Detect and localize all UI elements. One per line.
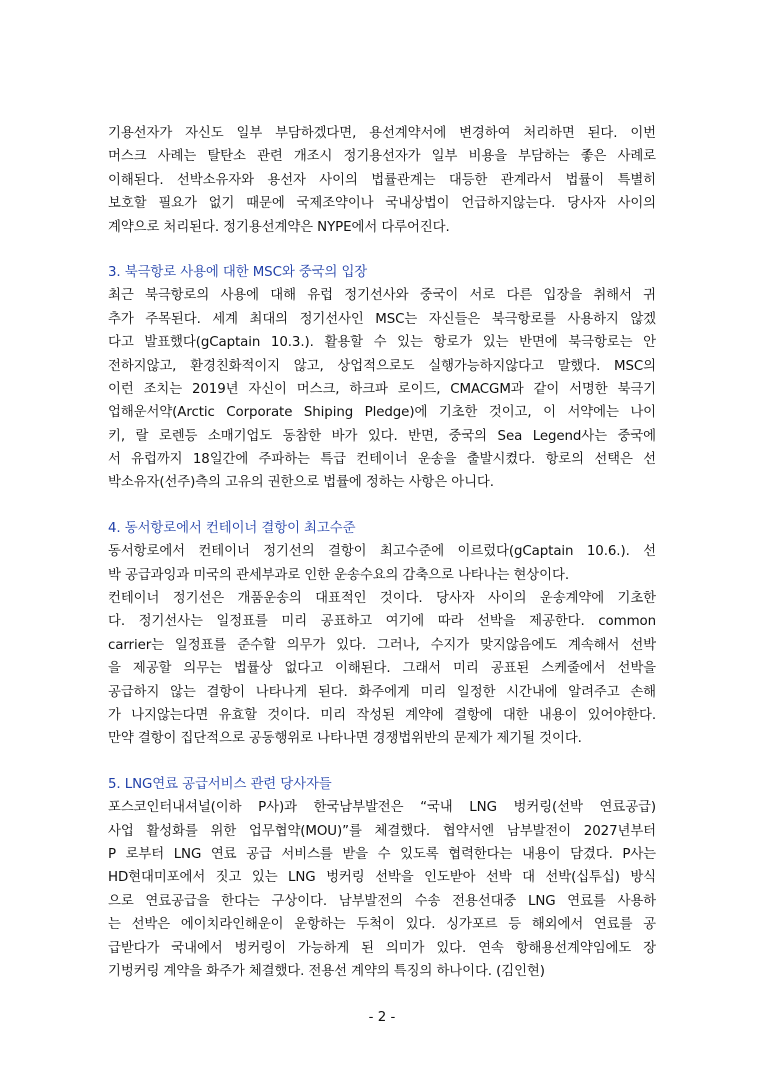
text-line: HD현대미포에서 짓고 있는 LNG 벙커링 선박을 인도받아 선박 대 선박(십투십) 방식 [108,870,656,886]
text-line: 박소유자(선주)측의 고유의 권한으로 법률에 정하는 사항은 아니다. [108,475,494,491]
text-line: 을 제공할 의무는 법률상 없다고 이해된다. 그래서 미리 공표된 스케줄에서 선박을 [108,661,656,677]
text-line: 는 선박은 에이치라인해운이 운항하는 두척이 있다. 싱가포르 등 해외에서 연료를 공 [108,917,656,933]
text-line: 보호할 필요가 없기 때문에 국제조약이나 국내상법이 언급하지않는다. 당사자 사이의 [108,196,656,212]
text-line: 다. 정기선사는 일정표를 미리 공표하고 여기에 따라 선박을 제공한다. common [108,614,656,630]
text-line: 가 나지않는다면 유효할 것이다. 미리 작성된 계약에 결항에 대한 내용이 있어야한다. [108,707,656,723]
text-line: 공급하지 않는 결항이 나타나게 된다. 화주에게 미리 일정한 시간내에 알려주고 손해 [108,684,656,700]
text-line: carrier는 일정표를 준수할 의무가 있다. 그러나, 수지가 맞지않음에도 계속해서 선박 [108,637,656,653]
text-line: 최근 북극항로의 사용에 대해 유럽 정기선사와 중국이 서로 다른 입장을 취해서 귀 [108,288,656,304]
text-line: 으로 연료공급을 한다는 구상이다. 남부발전의 수송 전용선대중 LNG 연료를 사용하 [108,893,656,909]
section-4 [108,517,656,751]
text-line: 키, 랄 로렌등 소매기업도 동참한 바가 있다. 반면, 중국의 Sea Legend사는 중국에 [108,428,656,444]
text-line: 동서항로에서 컨테이너 정기선의 결항이 최고수준에 이르렀다(gCaptain 10.6.). 선 [108,544,656,560]
text-line: 계약으로 처리된다. 정기용선계약은 NYPE에서 다루어진다. [108,219,450,235]
section-3 [108,261,656,495]
document-body [108,122,656,983]
text-line: 사업 활성화를 위한 업무협약(MOU)”를 체결했다. 협약서엔 남부발전이 2027년부터 [108,823,656,839]
text-line: 급받다가 국내에서 벙커링이 가능하게 된 의미가 있다. 연속 항해용선계약임에도 장 [108,940,656,956]
text-line: 전하지않고, 환경친화적이지 않고, 상업적으로도 실행가능하지않다고 말했다. MSC의 [108,358,656,374]
section-heading: 3. 북극항로 사용에 대한 MSC와 중국의 입장 [108,264,368,280]
text-line: 기벙커링 계약을 화주가 체결했다. 전용선 계약의 특징의 하나이다. (김인현) [108,963,545,979]
section-gap [108,495,656,517]
text-line: 만약 결항이 집단적으로 공동행위로 나타나면 경쟁법위반의 문제가 제기될 것이다. [108,731,582,747]
text-line: P 로부터 LNG 연료 공급 서비스를 받을 수 있도록 협력한다는 내용이 담겼다. P사는 [108,846,656,862]
text-line: 업해운서약(Arctic Corporate Shiping Pledge)에 기초한 것이고, 이 서약에는 나이 [108,405,656,421]
text-line: 서 유럽까지 18일간에 주파하는 특급 컨테이너 운송을 출발시켰다. 항로의 선택은 선 [108,452,656,468]
text-line: 이해된다. 선박소유자와 용선자 사이의 법률관계는 대등한 관계라서 법률이 특별히 [108,172,656,188]
section-gap [108,751,656,773]
text-line: 다고 발표했다(gCaptain 10.3.). 활용할 수 있는 항로가 있는 반면에 북극항로는 안 [108,335,656,351]
text-line: 박 공급과잉과 미국의 관세부과로 인한 운송수요의 감축으로 나타나는 현상이다. [108,567,569,583]
page-number: - 2 - [368,1010,396,1025]
text-line: 이런 조치는 2019년 자신이 머스크, 하크파 로이드, CMACGM과 같이 서명한 북극기 [108,381,656,397]
text-line: 컨테이너 정기선은 개품운송의 대표적인 것이다. 당사자 사이의 운송계약에 기초한 [108,591,656,607]
section-heading: 4. 동서항로에서 컨테이너 결항이 최고수준 [108,520,356,536]
text-line: 포스코인터내셔널(이하 P사)과 한국남부발전은 “국내 LNG 벙커링(선박 연료공급) [108,800,656,816]
text-line: 추가 주목된다. 세계 최대의 정기선사인 MSC는 자신들은 북극항로를 사용하지 않겠 [108,311,656,327]
section-heading: 5. LNG연료 공급서비스 관련 당사자들 [108,776,332,792]
text-line: 머스크 사례는 탈탄소 관련 개조시 정기용선자가 일부 비용을 부담하는 좋은 사례로 [108,149,656,165]
section-5 [108,773,656,984]
text-line: 기용선자가 자신도 일부 부담하겠다면, 용선계약서에 변경하여 처리하면 된다. 이번 [108,126,656,141]
section-gap [108,239,656,261]
intro-paragraph [108,122,656,239]
